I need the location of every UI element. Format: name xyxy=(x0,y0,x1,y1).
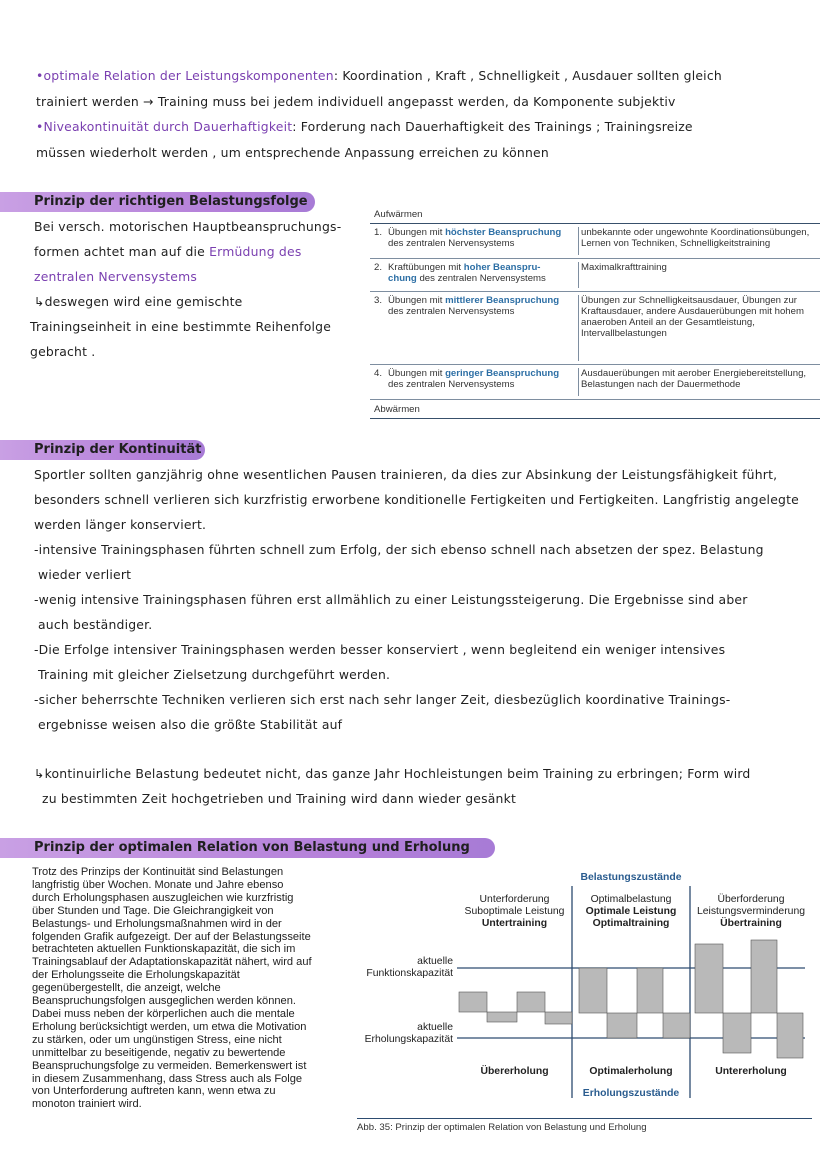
label-untererholung: Untererholung xyxy=(715,1066,787,1077)
table-row-2-left xyxy=(374,262,572,284)
row-number: 4. xyxy=(374,368,383,379)
bar xyxy=(751,940,777,1013)
row-number: 1. xyxy=(374,227,383,238)
s1-line-2a: formen achtet man auf die xyxy=(34,244,210,259)
row-highlight: hoher Beanspru- xyxy=(463,262,541,273)
s3-line: in diesem Zusammenhang, dass Stress auch als Folge xyxy=(32,1072,303,1085)
bar xyxy=(517,992,545,1012)
bar xyxy=(579,968,607,1013)
bar xyxy=(777,1013,803,1058)
label-uebertraining: Übertraining xyxy=(720,918,782,929)
s1-line-1: Bei versch. motorischen Hauptbeanspruchungs- xyxy=(34,219,342,234)
bar xyxy=(723,1013,751,1053)
note-line-4: müssen wiederholt werden , um entsprechende Anpassung erreichen zu können xyxy=(36,145,549,160)
s1-line-5: Trainingseinheit in eine bestimmte Reihenfolge xyxy=(30,319,332,334)
label-leistungsverminderung: Leistungsverminderung xyxy=(696,906,805,917)
s2-line: Sportler sollten ganzjährig ohne wesentlichen Pausen trainieren, da dies zur Absinkung der Leistungsfähigkeit führt, xyxy=(34,467,778,482)
s2-line: werden länger konserviert. xyxy=(34,517,207,532)
table-row xyxy=(370,292,820,365)
label-optimaltraining: Optimaltraining xyxy=(592,918,670,929)
label-untertraining: Untertraining xyxy=(481,918,548,929)
label-optimalbelastung: Optimalbelastung xyxy=(590,894,672,905)
heading-belastung-erholung xyxy=(0,838,495,858)
note-label-niveakontinuitaet: •Niveakontinuität durch Dauerhaftigkeit xyxy=(36,119,293,134)
note-line-2: trainiert werden → Training muss bei jedem individuell angepasst werden, da Komponente subjektiv xyxy=(36,94,676,109)
table-foot-row xyxy=(370,400,820,419)
table-row-1-left xyxy=(374,227,572,249)
row-text-2: des zentralen Nervensystems xyxy=(388,306,515,317)
bar xyxy=(459,992,487,1012)
row-text-2: des zentralen Nervensystems xyxy=(388,238,515,249)
label-optimalerholung: Optimalerholung xyxy=(589,1066,673,1077)
table-row-4-right: Ausdauerübungen mit aerober Energiebereitstellung, Belastungen nach der Dauermethode xyxy=(578,368,821,396)
label-optimale-leistung: Optimale Leistung xyxy=(585,906,677,917)
s3-line: folgenden Grafik aufgezeigt. Der auf der Belastungsseite xyxy=(32,930,311,943)
row-text: Übungen mit xyxy=(388,295,446,306)
table-foot-abwaermen: Abwärmen xyxy=(374,404,420,415)
row-highlight: mittlerer Beanspruchung xyxy=(445,295,560,306)
bar xyxy=(695,944,723,1013)
s3-line: durch Erholungsphasen auszugleichen wie kurzfristig xyxy=(32,891,294,904)
row-text-2: des zentralen Nervensystems xyxy=(416,273,546,284)
s3-line: Trainingsablauf der Adaptationskapazität nähert, wird auf xyxy=(32,956,312,969)
label-uebererholung: Übererholung xyxy=(480,1066,549,1077)
s2-line: -intensive Trainingsphasen führten schnell zum Erfolg, der sich ebenso schnell nach absetzen der spez. Belastung xyxy=(34,542,764,557)
s2-line: besonders schnell verlieren sich kurzfristig erworbene konditionelle Fertigkeiten und Fertigkeiten. Langfristig angelegte xyxy=(34,492,799,507)
note-label-leistungskomponenten: •optimale Relation der Leistungskomponenten xyxy=(36,68,334,83)
figure-caption: Abb. 35: Prinzip der optimalen Relation von Belastung und Erholung xyxy=(357,1118,812,1133)
s3-line: Dabei muss neben der körperlichen auch die mentale xyxy=(32,1007,295,1020)
label-fk-line1: aktuelle xyxy=(417,956,453,967)
table-head-aufwaermen: Aufwärmen xyxy=(374,209,423,220)
belastungsfolge-table xyxy=(370,205,820,419)
heading-kontinuitaet xyxy=(0,440,205,460)
row-text: Übungen mit xyxy=(388,368,446,379)
table-row xyxy=(370,259,820,292)
note-line-1 xyxy=(36,68,722,83)
s3-line: betrachteten aktuellen Funktionskapazität, die sich im xyxy=(32,943,296,956)
s1-line-2b: Ermüdung des xyxy=(209,244,302,259)
s2-line: ↳kontinuirliche Belastung bedeutet nicht, das ganze Jahr Hochleistungen beim Training zu erbringen; Form wird xyxy=(34,766,751,781)
s2-line: Training mit gleicher Zielsetzung durchgeführt werden. xyxy=(38,667,391,682)
heading-belastungsfolge xyxy=(0,192,315,212)
s3-line: zu stärken, oder um ungünstigen Stress, eine nicht xyxy=(32,1033,282,1046)
row-highlight-2: chung xyxy=(388,273,417,284)
row-highlight: geringer Beanspruchung xyxy=(445,368,560,379)
row-number: 2. xyxy=(374,262,383,273)
bar xyxy=(607,1013,637,1038)
label-suboptimale-leistung: Suboptimale Leistung xyxy=(464,906,565,917)
heading-belastungsfolge-text: Prinzip der richtigen Belastungsfolge xyxy=(34,194,308,209)
label-ek-line2: Erholungskapazität xyxy=(364,1034,453,1045)
s1-line-6: gebracht . xyxy=(30,344,96,359)
s2-line: ergebnisse weisen also die größte Stabilität auf xyxy=(38,717,343,732)
s2-line: -sicher beherrschte Techniken verlieren sich erst nach sehr langer Zeit, diesbezüglich koordinative Trainings- xyxy=(34,692,731,707)
s3-line: von Unterforderung auftreten kann, wenn etwa zu xyxy=(32,1085,276,1098)
bar xyxy=(663,1013,690,1038)
bar xyxy=(487,1012,517,1022)
table-row-4-left xyxy=(374,368,572,390)
s3-paragraph xyxy=(32,866,350,1111)
label-erholungskapazitaet xyxy=(357,1022,453,1046)
s3-line: langfristig über Wochen. Monate und Jahre ebenso xyxy=(32,878,284,891)
label-erholungszustaende: Erholungszustände xyxy=(582,1088,680,1099)
note-line-3 xyxy=(36,119,693,134)
row-text-2: des zentralen Nervensystems xyxy=(388,379,515,390)
label-col3 xyxy=(690,894,812,930)
s3-line: Erholung berücksichtigt werden, um etwa die Motivation xyxy=(32,1020,307,1033)
table-row-2-right: Maximalkrafttraining xyxy=(578,262,821,288)
bar xyxy=(545,1012,572,1024)
label-col2 xyxy=(572,894,690,930)
label-ek-line1: aktuelle xyxy=(417,1022,453,1033)
heading-kontinuitaet-text: Prinzip der Kontinuität xyxy=(34,442,202,457)
s2-line: -Die Erfolge intensiver Trainingsphasen werden besser konserviert , wenn begleitend ein weniger intensives xyxy=(34,642,726,657)
s3-line: über Stunden und Tage. Die Gleichrangigkeit von xyxy=(32,904,274,917)
s2-line: wieder verliert xyxy=(38,567,132,582)
s3-line: Beanspruchungsfolge zu vermeiden. Bemerkenswert ist xyxy=(32,1059,307,1072)
s2-line: auch beständiger. xyxy=(38,617,153,632)
s3-line: unmittelbar zu beseitigende, negativ zu bewertende xyxy=(32,1046,286,1059)
label-funktionskapazitaet xyxy=(357,956,453,980)
table-row-3-right: Übungen zur Schnelligkeitsausdauer, Übungen zur Kraftausdauer, andere Ausdauerübungen mit hohem anaeroben Anteil an der Gesamtleistung, Intervallbelastungen xyxy=(578,295,821,361)
label-fk-line2: Funktionskapazität xyxy=(366,968,453,979)
heading-belastung-erholung-text: Prinzip der optimalen Relation von Belastung und Erholung xyxy=(34,840,470,855)
s3-line: Beanspruchungsfolgen ausgeglichen werden können. xyxy=(32,995,296,1008)
table-row xyxy=(370,365,820,400)
table-row xyxy=(370,224,820,259)
s3-line: Trotz des Prinzips der Kontinuität sind Belastungen xyxy=(32,866,284,878)
belastung-erholung-figure xyxy=(357,868,812,1138)
s3-line: der Erholungsseite die Erholungskapazität xyxy=(32,969,240,982)
label-col1 xyxy=(457,894,572,930)
s2-line: zu bestimmten Zeit hochgetrieben und Training wird dann wieder gesänkt xyxy=(42,791,517,806)
table-row-3-left xyxy=(374,295,572,317)
s1-line-4: ↳deswegen wird eine gemischte xyxy=(34,294,243,309)
table-row-1-right: unbekannte oder ungewohnte Koordinationsübungen, Lernen von Techniken, Schnelligkeitstraining xyxy=(578,227,821,255)
row-text: Übungen mit xyxy=(388,227,446,238)
row-text: Kraftübungen mit xyxy=(388,262,464,273)
row-number: 3. xyxy=(374,295,383,306)
s1-line-3: zentralen Nervensystems xyxy=(34,269,198,284)
s1-line-2 xyxy=(34,244,301,259)
note-text-1: : Koordination , Kraft , Schnelligkeit , Ausdauer sollten gleich xyxy=(333,68,722,83)
row-highlight: höchster Beanspruchung xyxy=(445,227,562,238)
note-text-3: : Forderung nach Dauerhaftigkeit des Trainings ; Trainingsreize xyxy=(292,119,693,134)
table-head-row xyxy=(370,205,820,224)
label-ueberforderung: Überforderung xyxy=(717,894,785,905)
s3-line: Belastungs- und Erholungsmaßnahmen wird in der xyxy=(32,917,282,930)
label-belastungszustaende: Belastungszustände xyxy=(580,872,682,883)
bar xyxy=(637,968,663,1013)
label-unterforderung: Unterforderung xyxy=(479,894,550,905)
s3-line: monoton trainiert wird. xyxy=(32,1098,142,1111)
s2-line: -wenig intensive Trainingsphasen führen erst allmählich zu einer Leistungssteigerung. Die Ergebnisse sind aber xyxy=(34,592,748,607)
s3-line: gegenübergestellt, die anzeigt, welche xyxy=(32,982,221,995)
